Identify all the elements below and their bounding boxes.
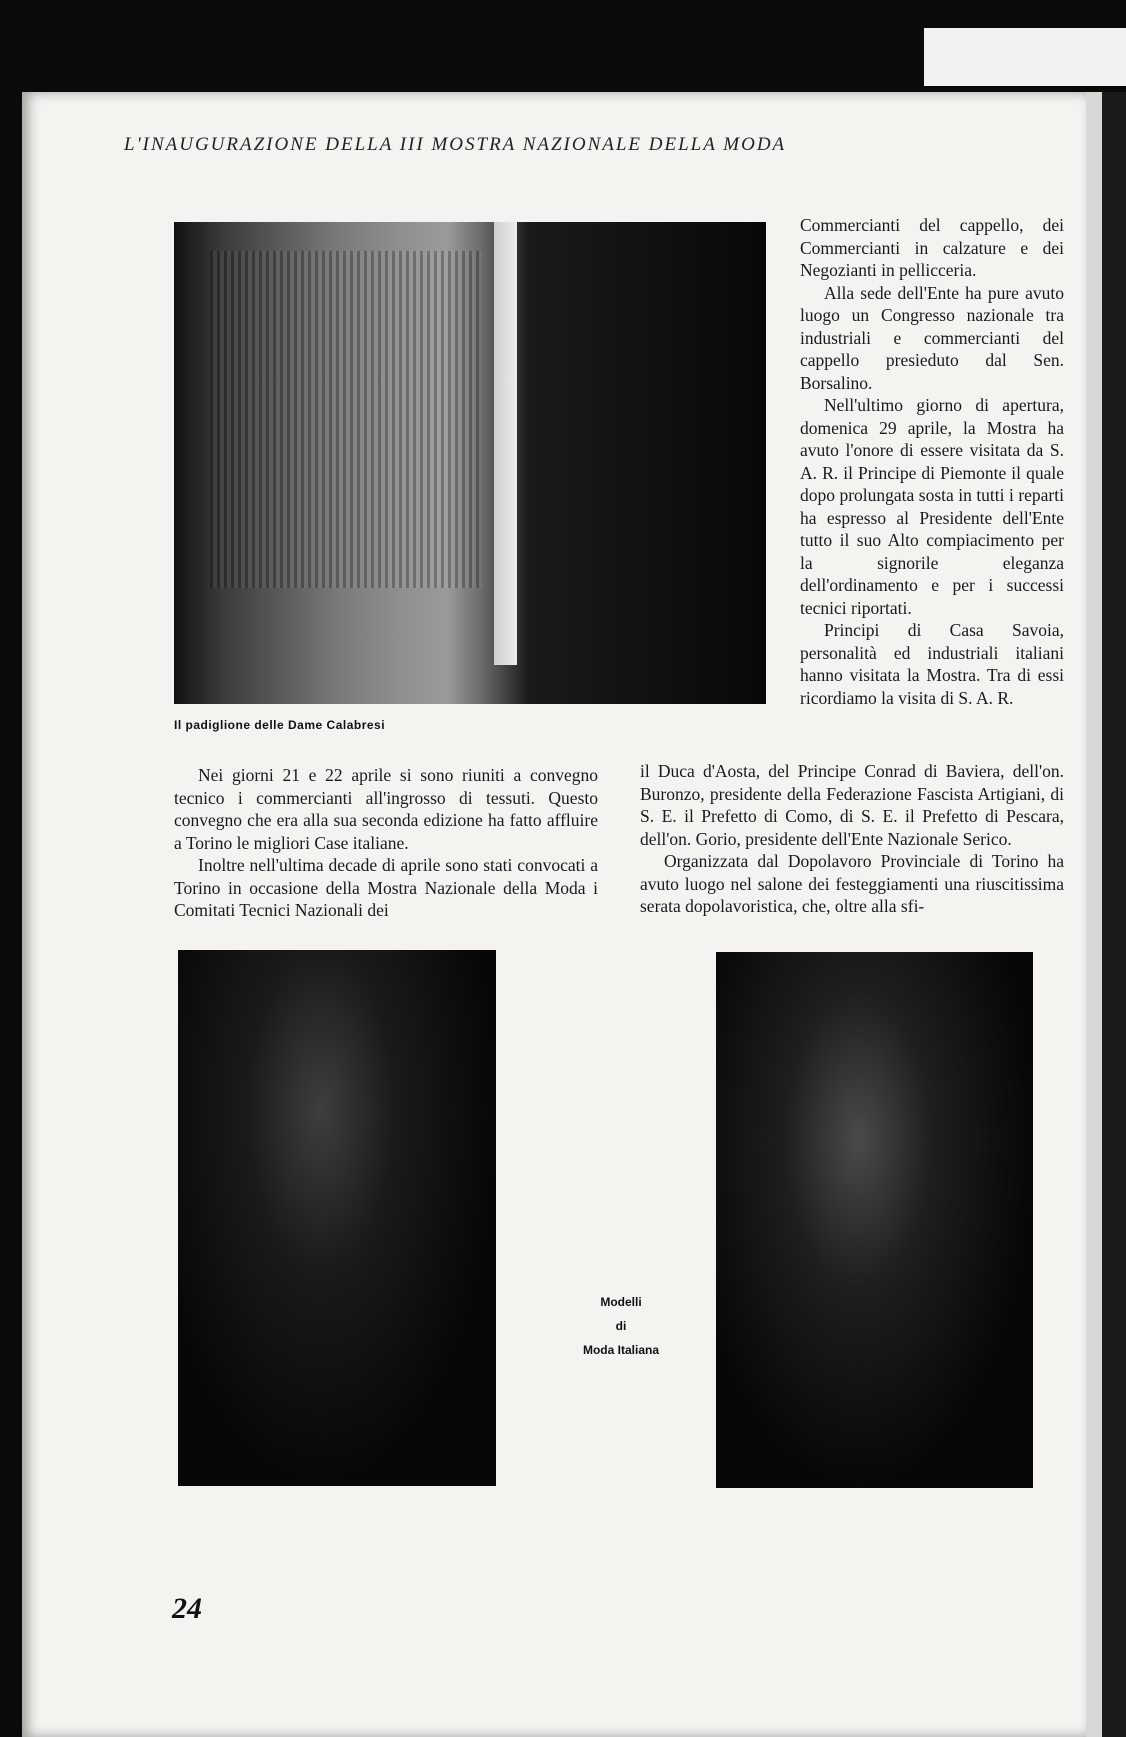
paragraph: il Duca d'Aosta, del Principe Conrad di Baviera, dell'on. Buronzo, presidente della Federazione Fascista Artigiani, di S. E. il Prefetto di Como, di S. E. il Prefetto di Pescara, dell'on. Gorio, presidente dell'Ente Nazionale Serico. <box>640 761 1064 849</box>
right-column-top <box>800 214 1064 709</box>
fashion-model-photo-right <box>716 952 1033 1488</box>
paragraph: Inoltre nell'ultima decade di aprile sono stati convocati a Torino in occasione della Mostra Nazionale della Moda i Comitati Tecnici Nazionali dei <box>174 855 598 920</box>
paragraph: Nell'ultimo giorno di apertura, domenica 29 aprile, la Mostra ha avuto l'onore di essere visitata da S. A. R. il Principe di Piemonte il quale dopo prolungata sosta in tutti i reparti ha espresso al Presidente dell'Ente tutto il suo Alto compiacimento per la signorile eleganza dell'ordinamento e per i successi tecnici riportati. <box>800 395 1064 618</box>
paragraph: Nei giorni 21 e 22 aprile si sono riuniti a convegno tecnico i commercianti all'ingrosso di tessuti. Questo convegno che era alla sua seconda edizione ha fatto affluire a Torino le migliori Case italiane. <box>174 765 598 853</box>
photo-curtain-detail <box>210 251 482 588</box>
right-column-bottom <box>640 760 1064 918</box>
caption-line: Moda Italiana <box>582 1343 659 1357</box>
paragraph: Organizzata dal Dopolavoro Provinciale di Torino ha avuto luogo nel salone dei festeggiamenti una riuscitissima serata dopolavoristica, che, oltre alla sfi- <box>640 851 1064 916</box>
left-column-text <box>174 764 598 922</box>
page-edge-strip <box>1086 92 1102 1737</box>
fashion-model-photo-left <box>178 950 496 1486</box>
paragraph: Alla sede dell'Ente ha pure avuto luogo un Congresso nazionale tra industriali e commercianti del cappello presieduto dal Sen. Borsalino. <box>800 282 1064 393</box>
scan-edge-white <box>924 28 1126 86</box>
caption-line: di <box>615 1319 627 1333</box>
photo-doorway-light <box>494 222 518 665</box>
pavilion-photo <box>174 222 766 704</box>
caption-line: Modelli <box>600 1295 642 1309</box>
paragraph: Commercianti del cappello, dei Commercianti in calzature e dei Negozianti in pellicceria. <box>800 215 1064 280</box>
scan-shadow <box>1102 92 1126 1737</box>
models-caption <box>562 1290 680 1362</box>
page-number: 24 <box>172 1592 202 1625</box>
pavilion-caption: Il padiglione delle Dame Calabresi <box>174 718 386 732</box>
paragraph: Principi di Casa Savoia, personalità ed industriali italiani hanno visitata la Mostra. Tra di essi ricordiamo la visita di S. A. R. <box>800 620 1064 708</box>
running-title: L'INAUGURAZIONE DELLA III MOSTRA NAZIONALE DELLA MODA <box>124 134 787 155</box>
